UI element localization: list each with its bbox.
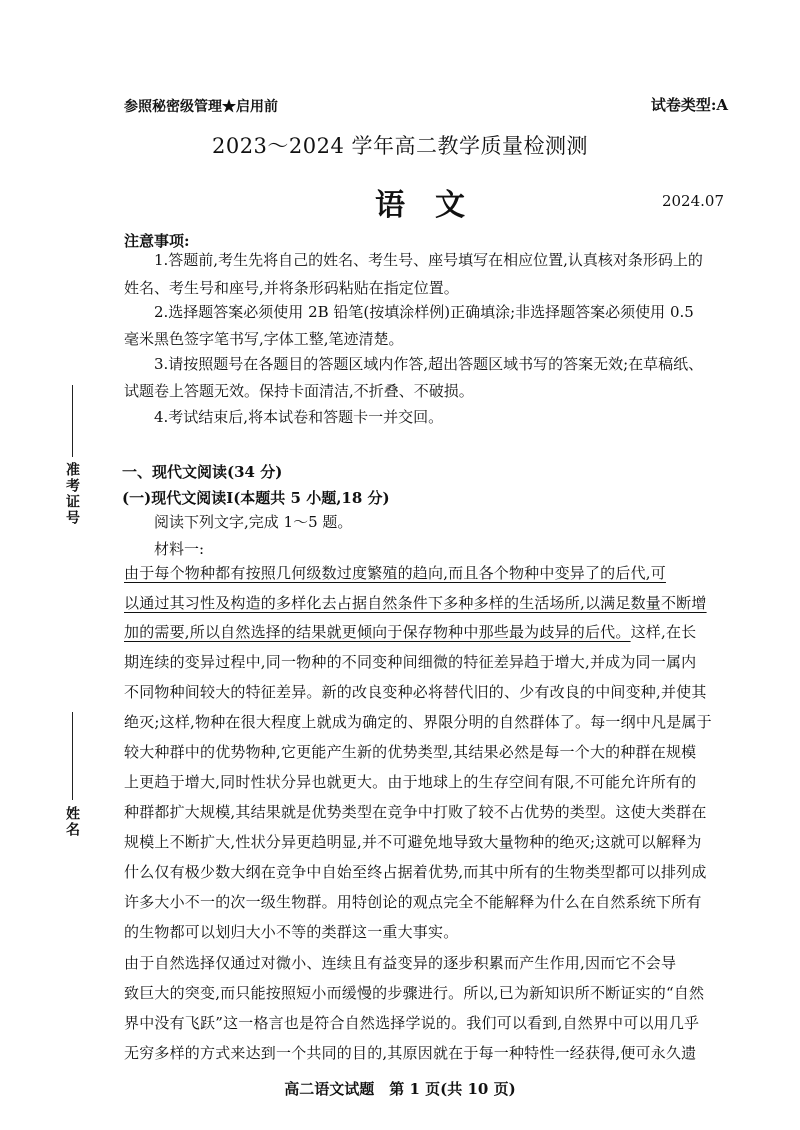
note-line-4: 毫米黑色签字笔书写,字体工整,笔迹清楚。 bbox=[124, 330, 404, 348]
name-line bbox=[72, 712, 73, 800]
passage-underlined-part: 加的需要,所以自然选择的结果就更倾向于保存物种中那些最为歧异的后代。 bbox=[124, 623, 631, 641]
passage-line bbox=[124, 617, 729, 647]
note-line-1: 1.答题前,考生先将自己的姓名、考生号、座号填写在相应位置,认真核对条形码上的 bbox=[154, 251, 703, 269]
passage-line: 不同物种间较大的特征差异。新的改良变种必将替代旧的、少有改良的中间变种,并使其 bbox=[124, 683, 707, 701]
note-line-3: 2.选择题答案必须使用 2B 铅笔(按填涂样例)正确填涂;非选择题答案必须使用 0.5 bbox=[154, 303, 694, 321]
passage-line: 许多大小不一的次一级生物群。用特创论的观点完全不能解释为什么在自然系统下所有 bbox=[124, 893, 702, 911]
exam-title: 2023～2024 学年高二教学质量检测测 bbox=[211, 134, 589, 158]
passage-line: 界中没有飞跃”这一格言也是符合自然选择学说的。我们可以看到,自然界中可以用几乎 bbox=[124, 1014, 700, 1032]
passage-line: 无穷多样的方式来达到一个共同的目的,其原因就在于每一种特性一经获得,便可永久遗 bbox=[124, 1044, 697, 1062]
passage-line: 由于自然选择仅通过对微小、连续且有益变异的逐步积累而产生作用,因而它不会导 bbox=[124, 954, 677, 972]
passage-line: 上更趋于增大,同时性状分异也就更大。由于地球上的生存空间有限,不可能允许所有的 bbox=[124, 773, 697, 791]
note-line-2: 姓名、考生号和座号,并将条形码粘贴在指定位置。 bbox=[124, 279, 459, 297]
note-line-7: 4.考试结束后,将本试卷和答题卡一并交回。 bbox=[154, 408, 444, 426]
subsection-heading: (一)现代文阅读Ⅰ(本题共 5 小题,18 分) bbox=[122, 489, 390, 507]
note-line-5: 3.请按照题号在各题目的答题区域内作答,超出答题区域书写的答案无效;在草稿纸、 bbox=[154, 355, 704, 373]
exam-date: 2024.07 bbox=[661, 192, 724, 210]
secrecy-label: 参照秘密级管理★启用前 bbox=[124, 99, 278, 115]
instruction: 阅读下列文字,完成 1～5 题。 bbox=[154, 513, 353, 531]
passage-line: 什么仅有极少数大纲在竞争中自始至终占据着优势,而其中所有的生物类型都可以排列成 bbox=[124, 863, 707, 881]
passage-line: 由于每个物种都有按照几何级数过度繁殖的趋向,而且各个物种中变异了的后代,可 bbox=[124, 564, 666, 582]
name-label: 姓名 bbox=[64, 806, 80, 838]
paper-type: 试卷类型:A bbox=[650, 96, 728, 114]
subject-title: 语文 bbox=[375, 188, 495, 223]
passage-continued-part: 这样,在长 bbox=[630, 623, 697, 641]
material-label: 材料一: bbox=[154, 540, 205, 558]
passage-line: 期连续的变异过程中,同一物种的不同变种间细微的特征差异趋于增大,并成为同一属内 bbox=[124, 653, 697, 671]
passage-line: 较大种群中的优势物种,它更能产生新的优势类型,其结果必然是每一个大的种群在规模 bbox=[124, 743, 697, 761]
exam-number-label: 准考证号 bbox=[64, 462, 80, 526]
notes-title: 注意事项: bbox=[124, 232, 190, 250]
passage-line: 种群都扩大规模,其结果就是优势类型在竞争中打败了较不占优势的类型。这使大类群在 bbox=[124, 803, 707, 821]
passage-line: 以通过其习性及构造的多样化去占据自然条件下多种多样的生活场所,以满足数量不断增 bbox=[124, 594, 707, 612]
passage-line: 的生物都可以划归大小不等的类群这一重大事实。 bbox=[124, 923, 459, 941]
section-heading: 一、现代文阅读(34 分) bbox=[122, 463, 283, 481]
exam-number-line bbox=[72, 385, 73, 457]
passage-line: 致巨大的突变,而只能按照短小而缓慢的步骤进行。所以,已为新知识所不断证实的“自然 bbox=[124, 984, 705, 1002]
page-footer: 高二语文试题 第 1 页(共 10 页) bbox=[284, 1080, 516, 1098]
passage-line: 绝灭;这样,物种在很大程度上就成为确定的、界限分明的自然群体了。每一纲中凡是属于 bbox=[124, 713, 712, 731]
note-line-6: 试题卷上答题无效。保持卡面清洁,不折叠、不破损。 bbox=[124, 382, 474, 400]
passage-line: 规模上不断扩大,性状分异更趋明显,并不可避免地导致大量物种的绝灭;这就可以解释为 bbox=[124, 833, 702, 851]
